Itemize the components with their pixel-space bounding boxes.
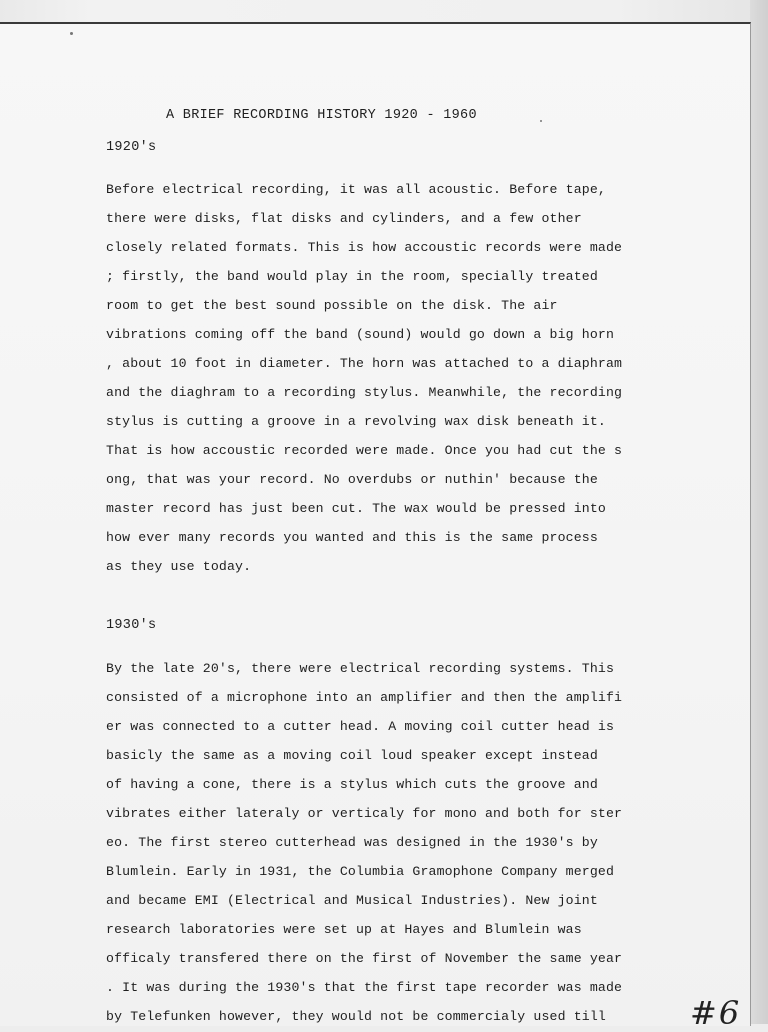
text-line: ; firstly, the band would play in the room, specially treated: [106, 269, 598, 284]
text-line: , about 10 foot in diameter. The horn was attached to a diaphram: [106, 356, 623, 371]
text-line: there were disks, flat disks and cylinders, and a few other: [106, 211, 582, 226]
text-line: room to get the best sound possible on the disk. The air: [106, 298, 558, 313]
text-line: and became EMI (Electrical and Musical Industries). New joint: [106, 893, 598, 908]
section-heading-1920s: 1920's: [106, 140, 157, 155]
text-line: That is how accoustic recorded were made. Once you had cut the s: [106, 443, 623, 458]
handwritten-page-number: #6: [690, 994, 742, 1032]
text-line: Before electrical recording, it was all acoustic. Before tape,: [106, 182, 606, 197]
text-line: By the late 20's, there were electrical recording systems. This: [106, 661, 615, 676]
scan-margin: [750, 0, 768, 1024]
ink-speck: [540, 120, 542, 122]
text-line: vibrates either lateraly or verticaly for mono and both for ster: [106, 806, 623, 821]
document-title: A BRIEF RECORDING HISTORY 1920 - 1960: [166, 108, 477, 123]
text-line: closely related formats. This is how accoustic records were made: [106, 240, 623, 255]
text-line: . It was during the 1930's that the first tape recorder was made: [106, 980, 623, 995]
text-line: research laboratories were set up at Hayes and Blumlein was: [106, 922, 582, 937]
text-line: as they use today.: [106, 559, 252, 574]
text-line: stylus is cutting a groove in a revolving wax disk beneath it.: [106, 414, 606, 429]
text-line: ong, that was your record. No overdubs or nuthin' because the: [106, 472, 598, 487]
text-line: and the diaghram to a recording stylus. Meanwhile, the recording: [106, 385, 623, 400]
text-line: master record has just been cut. The wax would be pressed into: [106, 501, 606, 516]
text-line: eo. The first stereo cutterhead was designed in the 1930's by: [106, 835, 598, 850]
section-heading-1930s: 1930's: [106, 618, 157, 633]
text-line: basicly the same as a moving coil loud speaker except instead: [106, 748, 598, 763]
text-line: consisted of a microphone into an amplifier and then the amplifi: [106, 690, 623, 705]
text-line: of having a cone, there is a stylus which cuts the groove and: [106, 777, 598, 792]
text-line: by Telefunken however, they would not be commercialy used till: [106, 1009, 606, 1024]
text-line: er was connected to a cutter head. A moving coil cutter head is: [106, 719, 615, 734]
text-line: vibrations coming off the band (sound) would go down a big horn: [106, 327, 615, 342]
text-line: how ever many records you wanted and this is the same process: [106, 530, 598, 545]
section-body-1920s: [106, 175, 676, 581]
text-line: officaly transfered there on the first of November the same year: [106, 951, 623, 966]
section-body-1930s: [106, 654, 676, 1031]
ink-speck: [70, 32, 73, 35]
text-line: Blumlein. Early in 1931, the Columbia Gramophone Company merged: [106, 864, 615, 879]
